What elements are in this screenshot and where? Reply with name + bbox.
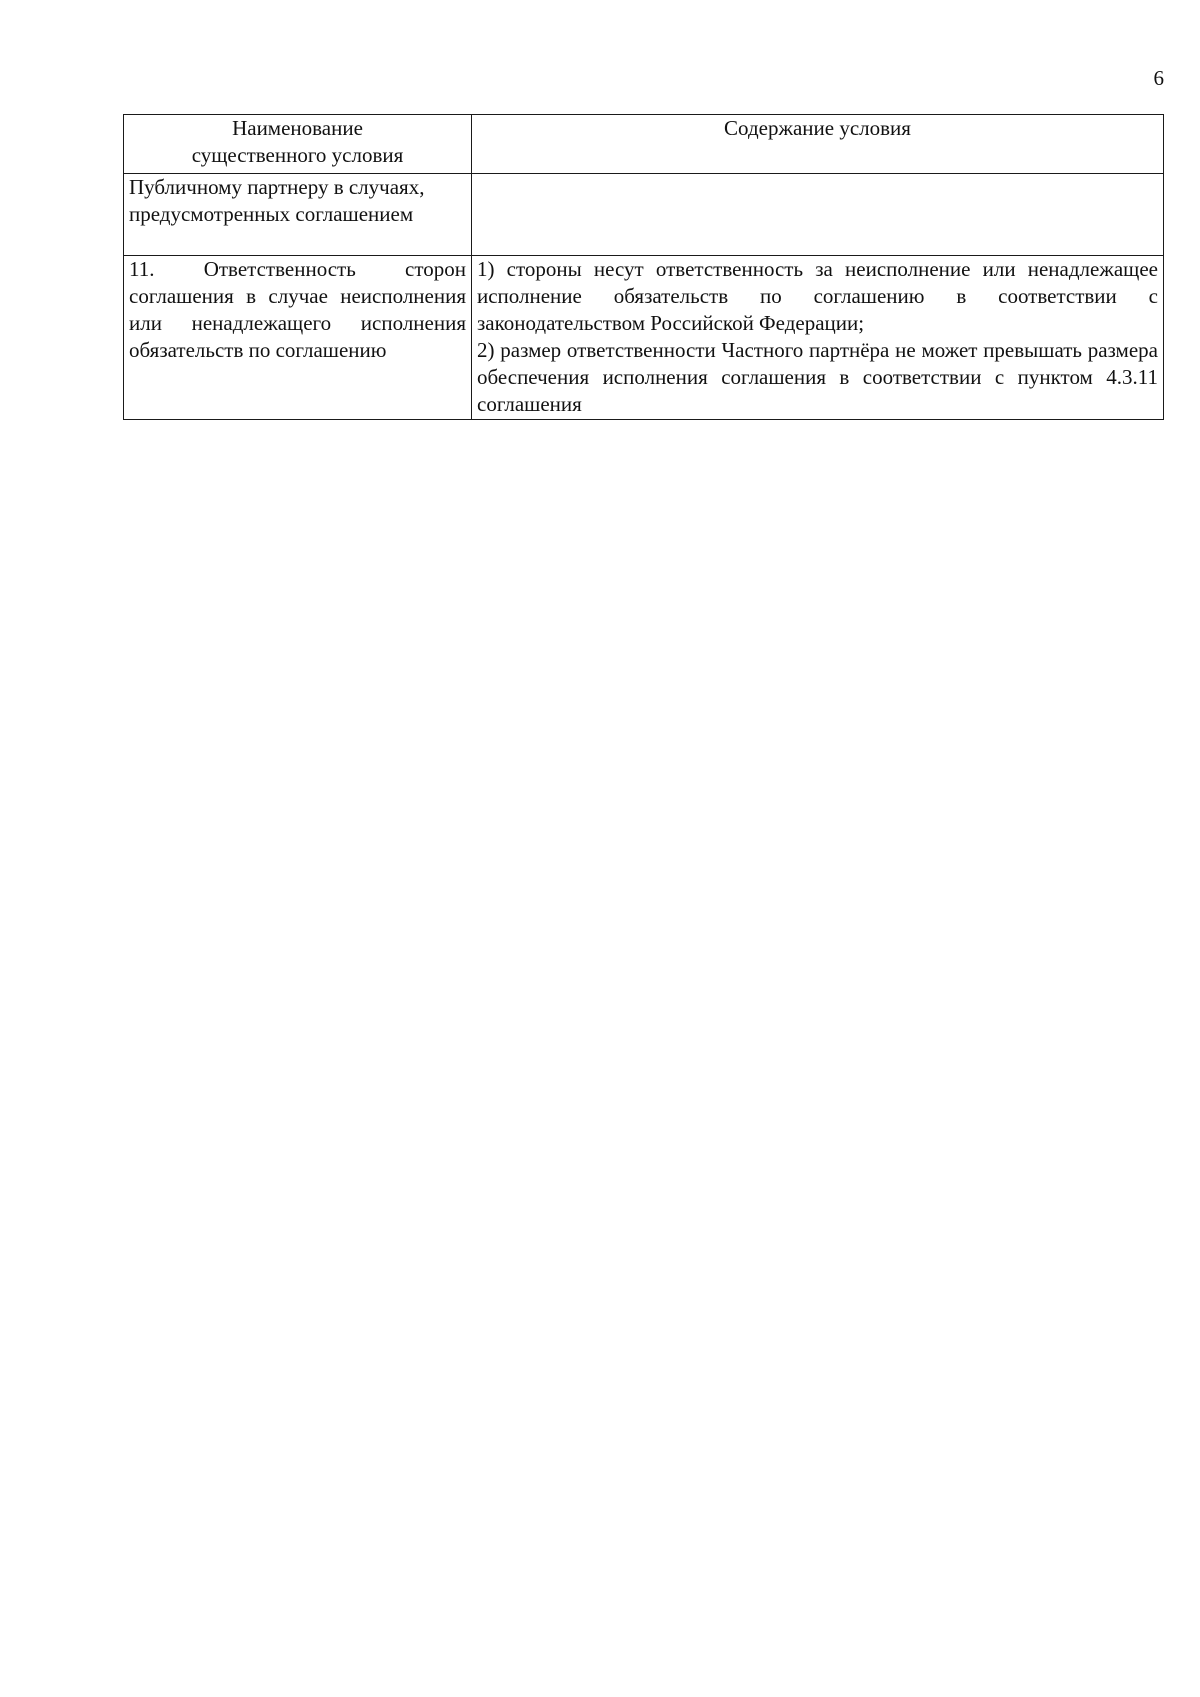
condition-content-cell bbox=[472, 256, 1164, 420]
table-row bbox=[124, 256, 1164, 420]
condition-content-item: 1) стороны несут ответственность за неисполнение или ненадлежащее исполнение обязательств по соглашению в соответствии с законодательством Российской Федерации; bbox=[477, 257, 1158, 335]
table-header-row bbox=[124, 115, 1164, 174]
table-row bbox=[124, 174, 1164, 256]
condition-name: Публичному партнеру в случаях, предусмотренных соглашением bbox=[129, 175, 425, 226]
condition-content-item: 2) размер ответственности Частного партнёра не может превышать размера обеспечения исполнения соглашения в соответствии с пунктом 4.3.11 соглашения bbox=[477, 338, 1158, 416]
condition-content-cell bbox=[472, 174, 1164, 256]
condition-name-cell bbox=[124, 256, 472, 420]
page-number: 6 bbox=[1153, 66, 1164, 90]
header-condition-name bbox=[124, 115, 472, 174]
header-content-label: Содержание условия bbox=[724, 116, 911, 140]
header-condition-content bbox=[472, 115, 1164, 174]
header-name-line1: Наименование bbox=[232, 116, 363, 140]
condition-name-cell bbox=[124, 174, 472, 256]
header-name-line2: существенного условия bbox=[191, 143, 404, 167]
conditions-table bbox=[123, 114, 1164, 420]
condition-name: 11. Ответственность сторон соглашения в случае неисполнения или ненадлежащего исполнения обязательств по соглашению bbox=[129, 257, 466, 362]
